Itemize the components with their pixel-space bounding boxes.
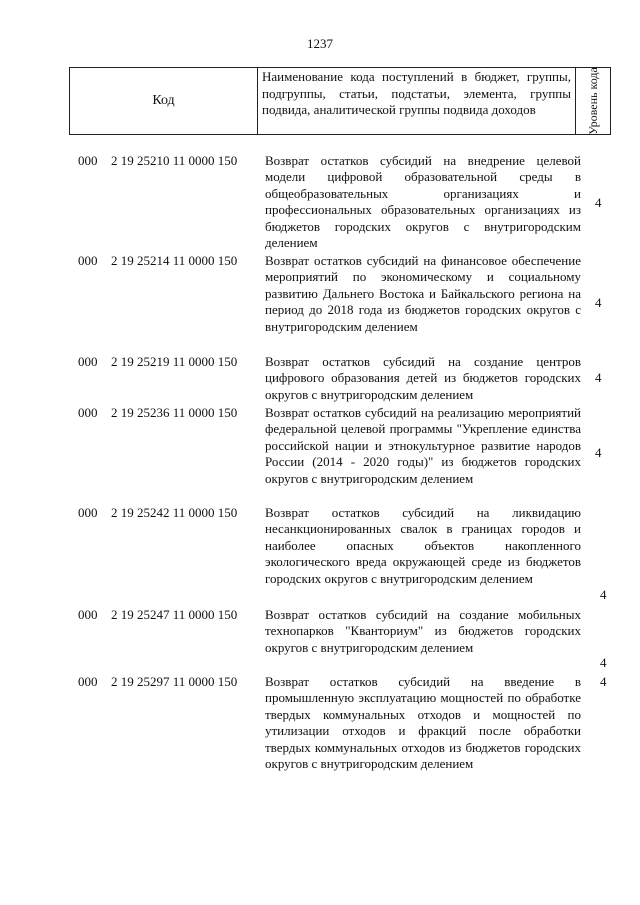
- table-row: [0, 354, 640, 405]
- table-row: [0, 674, 640, 794]
- table-row: [0, 505, 640, 607]
- row-description: Возврат остатков субсидий на введение в промышленную эксплуатацию мощностей по обработке твердых коммунальных отходов и мощностей по утилизации отходов и фракций после обработки твердых коммунальных отходов из бюджетов городских округов с внутригородским делением: [265, 674, 581, 772]
- row-level: 4: [600, 587, 607, 602]
- row-description: Возврат остатков субсидий на финансовое обеспечение мероприятий по экономическому и социальному развитию Дальнего Востока и Байкальского региона на период до 2018 года из бюджетов городских округов с внутригородским делением: [265, 253, 581, 334]
- table-header: [69, 67, 611, 135]
- row-level: 4: [595, 445, 602, 460]
- row-code: 000 2 19 25236 11 0000 150: [78, 405, 238, 420]
- row-level: 4: [600, 655, 607, 670]
- row-description: Возврат остатков субсидий на внедрение целевой модели цифровой образовательной среды в общеобразовательных организациях и профессиональных образовательных организациях из бюджетов городских округов с внутригородским делением: [265, 153, 581, 251]
- row-code: 000 2 19 25242 11 0000 150: [78, 505, 238, 520]
- row-description: Возврат остатков субсидий на реализацию мероприятий федеральной целевой программы "Укрепление единства российской нации и этнокультурное развитие народов России (2014 - 2020 годы)" из бюджетов городских округов с внутригородским делением: [265, 405, 581, 486]
- table-body: [0, 153, 640, 794]
- table-row: [0, 153, 640, 253]
- row-code: 000 2 19 25210 11 0000 150: [78, 153, 238, 168]
- page-number: 1237: [307, 36, 333, 51]
- header-level-label: Уровень кода: [586, 67, 600, 135]
- table-row: [0, 607, 640, 674]
- row-level: 4: [595, 295, 602, 310]
- row-code: 000 2 19 25247 11 0000 150: [78, 607, 238, 622]
- row-description: Возврат остатков субсидий на создание центров цифрового образования детей из бюджетов городских округов с внутригородским делением: [265, 354, 581, 402]
- row-level: 4: [595, 370, 602, 385]
- row-level: 4: [595, 195, 602, 210]
- row-code: 000 2 19 25219 11 0000 150: [78, 354, 238, 369]
- row-description: Возврат остатков субсидий на ликвидацию несанкционированных свалок в границах городов и наиболее опасных объектов накопленного экологического вреда окружающей среде из бюджетов городских округов с внутригородским делением: [265, 505, 581, 586]
- header-level: [576, 68, 610, 134]
- row-code: 000 2 19 25214 11 0000 150: [78, 253, 238, 268]
- table-row: [0, 405, 640, 505]
- header-name: Наименование кода поступлений в бюджет, группы, подгруппы, статьи, подстатьи, элемента, группы подвида, аналитической группы подвида доходов: [258, 68, 576, 134]
- table-row: [0, 253, 640, 354]
- row-description: Возврат остатков субсидий на создание мобильных технопарков "Кванториум" из бюджетов городских округов с внутригородским делением: [265, 607, 581, 655]
- header-code: Код: [70, 68, 258, 134]
- row-code: 000 2 19 25297 11 0000 150: [78, 674, 238, 689]
- row-level: 4: [600, 674, 607, 689]
